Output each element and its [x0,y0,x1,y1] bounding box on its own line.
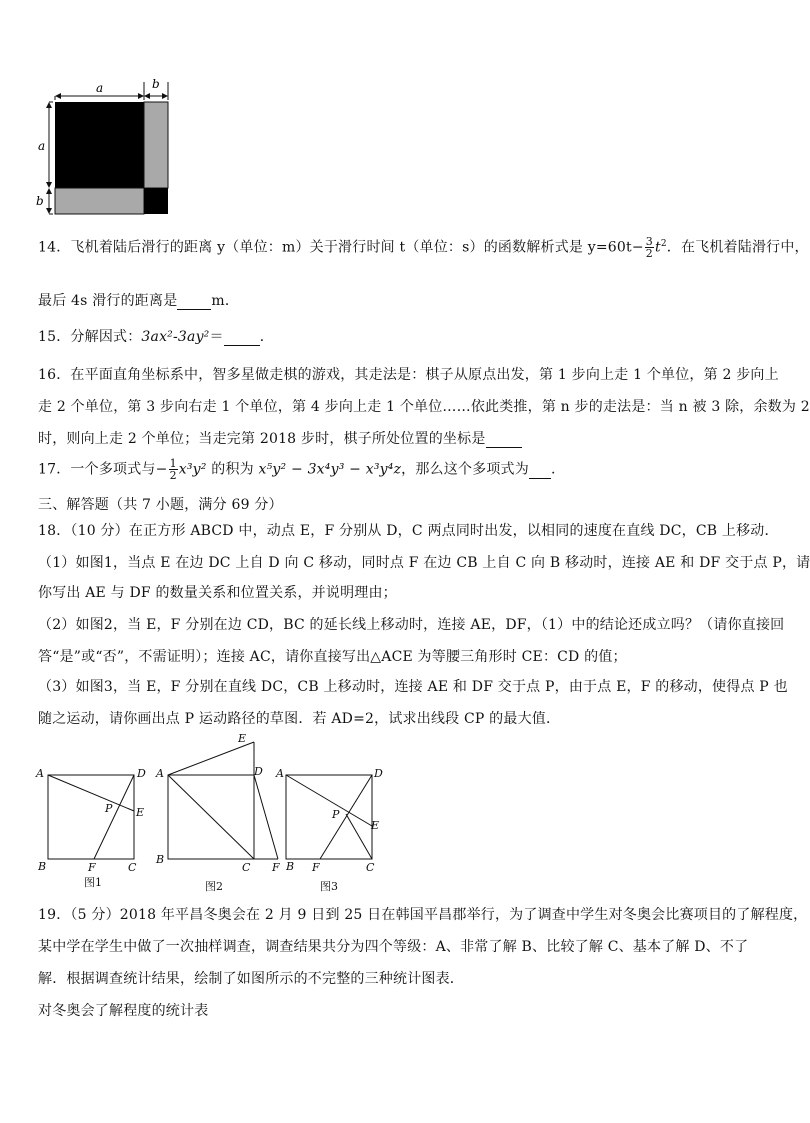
q19-line1: 19．（5 分）2018 年平昌冬奥会在 2 月 9 日到 25 日在韩国平昌郡举行，为了调查中学生对冬奥会比赛项目的了解程度， [38,907,808,923]
fig3-caption: 图3 [320,880,338,893]
q18-line1: 18．（10 分）在正方形 ABCD 中，动点 E，F 分别从 D，C 两点同时出发，以相同的速度在直线 DC，CB 上移动． [38,523,779,539]
fig1-label-P: P [105,802,113,815]
q16-line1: 16．在平面直角坐标系中，智多星做走棋的游戏，其走法是：棋子从原点出发，第 1 步向上走 1 个单位，第 2 步向上 [38,367,779,383]
q18-part2-a: （2）如图2，当 E，F 分别在边 CD，BC 的延长线上移动时，连接 AE，DF，（1）中的结论还成立吗？（请你直接回 [38,617,785,633]
q16-line3 [38,428,522,448]
q17-minus: − [155,461,168,478]
q18-part2-b: 答“是”或“否”，不需证明）；连接 AC，请你直接写出△ACE 为等腰三角形时 CE：CD 的值； [38,649,627,665]
q17-prefix: 17．一个多项式与 [38,461,156,478]
q14-t: t [654,239,661,256]
q15-expression: 3ax²-3ay² [141,329,210,345]
fig1-label-A: A [36,767,44,780]
fig1-line-AE [48,775,134,811]
q17-suffix: ，那么这个多项式为 [401,461,529,478]
q17-line [38,458,556,481]
fig2-label-F: F [272,861,280,874]
fig2-label-C: C [242,861,251,874]
section3-heading: 三、解答题（共 7 小题，满分 69 分） [38,497,283,513]
fig3-label-B: B [286,860,295,873]
fig2-line-AC [168,775,254,859]
fig1-label-F: F [88,861,96,874]
fig1-label-B: B [38,860,47,873]
q14-suffix: ．在飞机着陆滑行中， [666,239,809,256]
q14-answer-blank[interactable] [177,293,211,310]
fig2-label-A: A [156,767,164,780]
q14-line2-end: m． [211,293,240,309]
fig2-line-AE [168,742,254,775]
fig1-caption: 图1 [84,876,102,889]
fig2-label-B: B [156,853,165,866]
black-square-a [55,102,144,188]
q17-mid: 的积为 [206,461,259,478]
fig1-label-E: E [136,806,145,819]
label-b-top: b [152,77,160,91]
q17-monomial: x³y² [178,461,207,478]
fig3-label-D: D [374,767,383,780]
gray-rect-right [144,102,168,188]
fig2-label-D: D [254,765,263,778]
fig2-line-DF [254,775,278,859]
fig1-label-C: C [128,861,137,874]
fig3-line-PC [346,814,372,859]
label-a-left: a [38,139,46,153]
q18-part1-a: （1）如图1，当点 E 在边 DC 上自 D 向 C 移动，同时点 F 在边 CB 上自 C 向 B 移动时，连接 AE 和 DF 交于点 P，请 [38,555,810,571]
q15-prefix: 15．分解因式： [38,329,142,345]
q16-line3-text: 时，则向上走 2 个单位；当走完第 2018 步时，棋子所处位置的坐标是 [38,431,486,447]
fig3-line-AE [286,775,372,826]
fig3-label-F: F [312,861,320,874]
gray-rect-bottom [55,188,144,214]
fig3-label-C: C [366,861,375,874]
q17-fraction: $\frac{1}{2}$ [169,457,177,482]
q18-part3-a: （3）如图3，当 E，F 分别在直线 DC，CB 上移动时，连接 AE 和 DF 交于点 P，由于点 E，F 的移动，使得点 P 也 [38,679,788,695]
q15-end: ． [259,329,274,345]
q19-line3: 解．根据调查统计结果，绘制了如图所示的不完整的三种统计图表． [38,971,464,987]
label-b-left: b [36,194,44,208]
square-decomposition-figure [30,76,180,222]
q14-line1 [38,236,809,259]
q15-answer-blank[interactable] [224,329,260,346]
q16-line2: 走 2 个单位，第 3 步向右走 1 个单位，第 4 步向上走 1 个单位……依此类推，第 n 步的走法是：当 n 被 3 除，余数为 2 [38,399,810,415]
fig2-label-E: E [238,732,247,745]
q14-line2-text: 最后 4s 滑行的距离是 [38,293,178,309]
q18-part3-b: 随之运动，请你画出点 P 运动路径的草图．若 AD=2，试求出线段 CP 的最大值． [38,711,561,727]
q14-prefix: 14．飞机着陆后滑行的距离 y（单位：m）关于滑行时间 t（单位：s）的函数解析式是 y=60t− [38,239,644,256]
label-a-top: a [96,81,104,95]
q15-equals: ＝ [209,329,224,345]
q14-fraction: $\frac{3}{2}$ [645,235,653,260]
fig3-square [286,775,372,859]
q16-answer-blank[interactable] [486,431,522,448]
fig1-square [48,775,134,859]
q14-exp: 2 [660,238,667,249]
black-square-b [144,188,168,214]
q17-answer-blank[interactable] [529,462,551,479]
fig3-label-P: P [332,808,340,821]
q18-part1-b: 你写出 AE 与 DF 的数量关系和位置关系，并说明理由； [38,585,397,601]
q17-end: . [550,461,556,478]
q17-product: x⁵y² − 3x⁴y³ − x³y⁴z [258,461,402,478]
fig3-label-A: A [276,767,284,780]
fig3-label-E: E [371,819,380,832]
q15-line [38,326,274,346]
q19-line2: 某中学在学生中做了一次抽样调查，调查结果共分为四个等级：A、非常了解 B、比较了解 C、基本了解 D、不了 [38,939,749,955]
q14-line2 [38,290,239,310]
fig1-label-D: D [137,767,146,780]
q19-table-title: 对冬奥会了解程度的统计表 [38,1003,209,1019]
fig2-caption: 图2 [205,880,223,893]
q18-figures [30,728,400,896]
fig1-line-DF [94,775,134,859]
